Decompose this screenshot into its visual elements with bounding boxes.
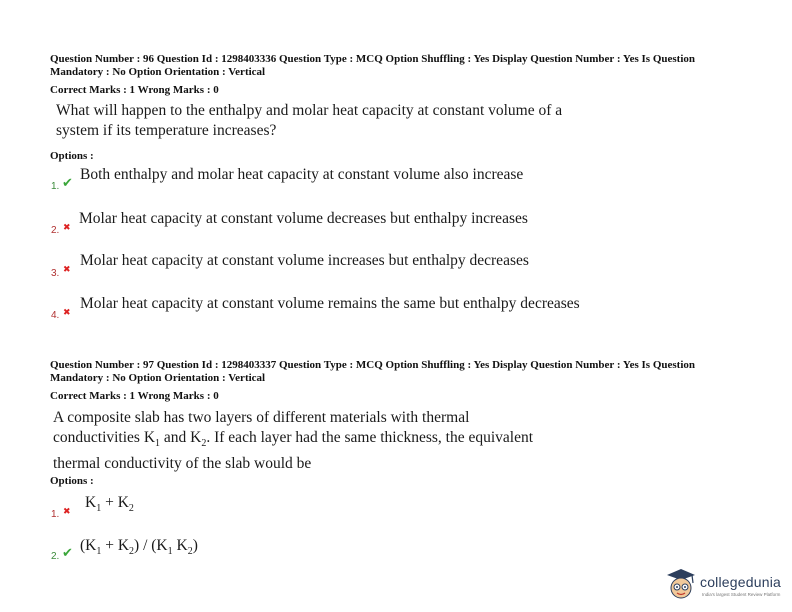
cross-icon: ✖	[63, 265, 71, 275]
question-96-meta: Question Number : 96 Question Id : 1298403336 Question Type : MCQ Option Shuffling : Yes Display Question Number : Yes Is Question Mandatory : No Option Orientation : Vertical	[50, 53, 695, 78]
option-text: Molar heat capacity at constant volume decreases but enthalpy increases	[79, 210, 528, 227]
logo-name: collegedunia	[700, 574, 782, 590]
question-97-line-2: conductivities $K_1$ and $K_2$. If each layer had the same thickness, the equivalent	[53, 429, 534, 450]
cross-icon: ✖	[63, 308, 71, 318]
option-number: 1.	[51, 181, 60, 192]
option-number: 1.	[51, 509, 60, 520]
check-icon: ✔	[62, 546, 73, 561]
question-97-text	[53, 408, 653, 474]
logo-tagline: India's largest Student Review Platform	[702, 592, 781, 597]
option-text: Both enthalpy and molar heat capacity at constant volume also increase	[80, 166, 524, 183]
option-text: Molar heat capacity at constant volume increases but enthalpy decreases	[80, 252, 529, 269]
option-number: 2.	[51, 225, 60, 236]
question-97-meta: Question Number : 97 Question Id : 1298403337 Question Type : MCQ Option Shuffling : Yes Display Question Number : Yes Is Question Mandatory : No Option Orientation : Vertical	[50, 359, 695, 384]
option-formula: $(K_1 + K_2) / (K_1$ $K_2$)	[80, 537, 198, 558]
question-97-line-1: A composite slab has two layers of different materials with thermal	[53, 409, 470, 426]
option-text: Molar heat capacity at constant volume remains the same but enthalpy decreases	[80, 295, 580, 312]
mascot-icon	[664, 566, 698, 604]
option-number: 3.	[51, 268, 60, 279]
option-formula: $K_1 + K_2$	[85, 494, 134, 515]
option-number: 4.	[51, 310, 60, 321]
question-96-text: What will happen to the enthalpy and molar heat capacity at constant volume of a system if its temperature increases?	[56, 102, 563, 139]
question-97-marks: Correct Marks : 1 Wrong Marks : 0	[50, 390, 219, 402]
question-97-options-label: Options :	[50, 475, 94, 487]
question-96-marks: Correct Marks : 1 Wrong Marks : 0	[50, 84, 219, 96]
question-96-options-label: Options :	[50, 150, 94, 162]
cross-icon: ✖	[63, 507, 71, 517]
question-97-line-3: thermal conductivity of the slab would be	[53, 455, 312, 473]
cross-icon: ✖	[63, 223, 71, 233]
option-number: 2.	[51, 551, 60, 562]
check-icon: ✔	[62, 176, 73, 191]
collegedunia-logo[interactable]	[664, 566, 784, 606]
